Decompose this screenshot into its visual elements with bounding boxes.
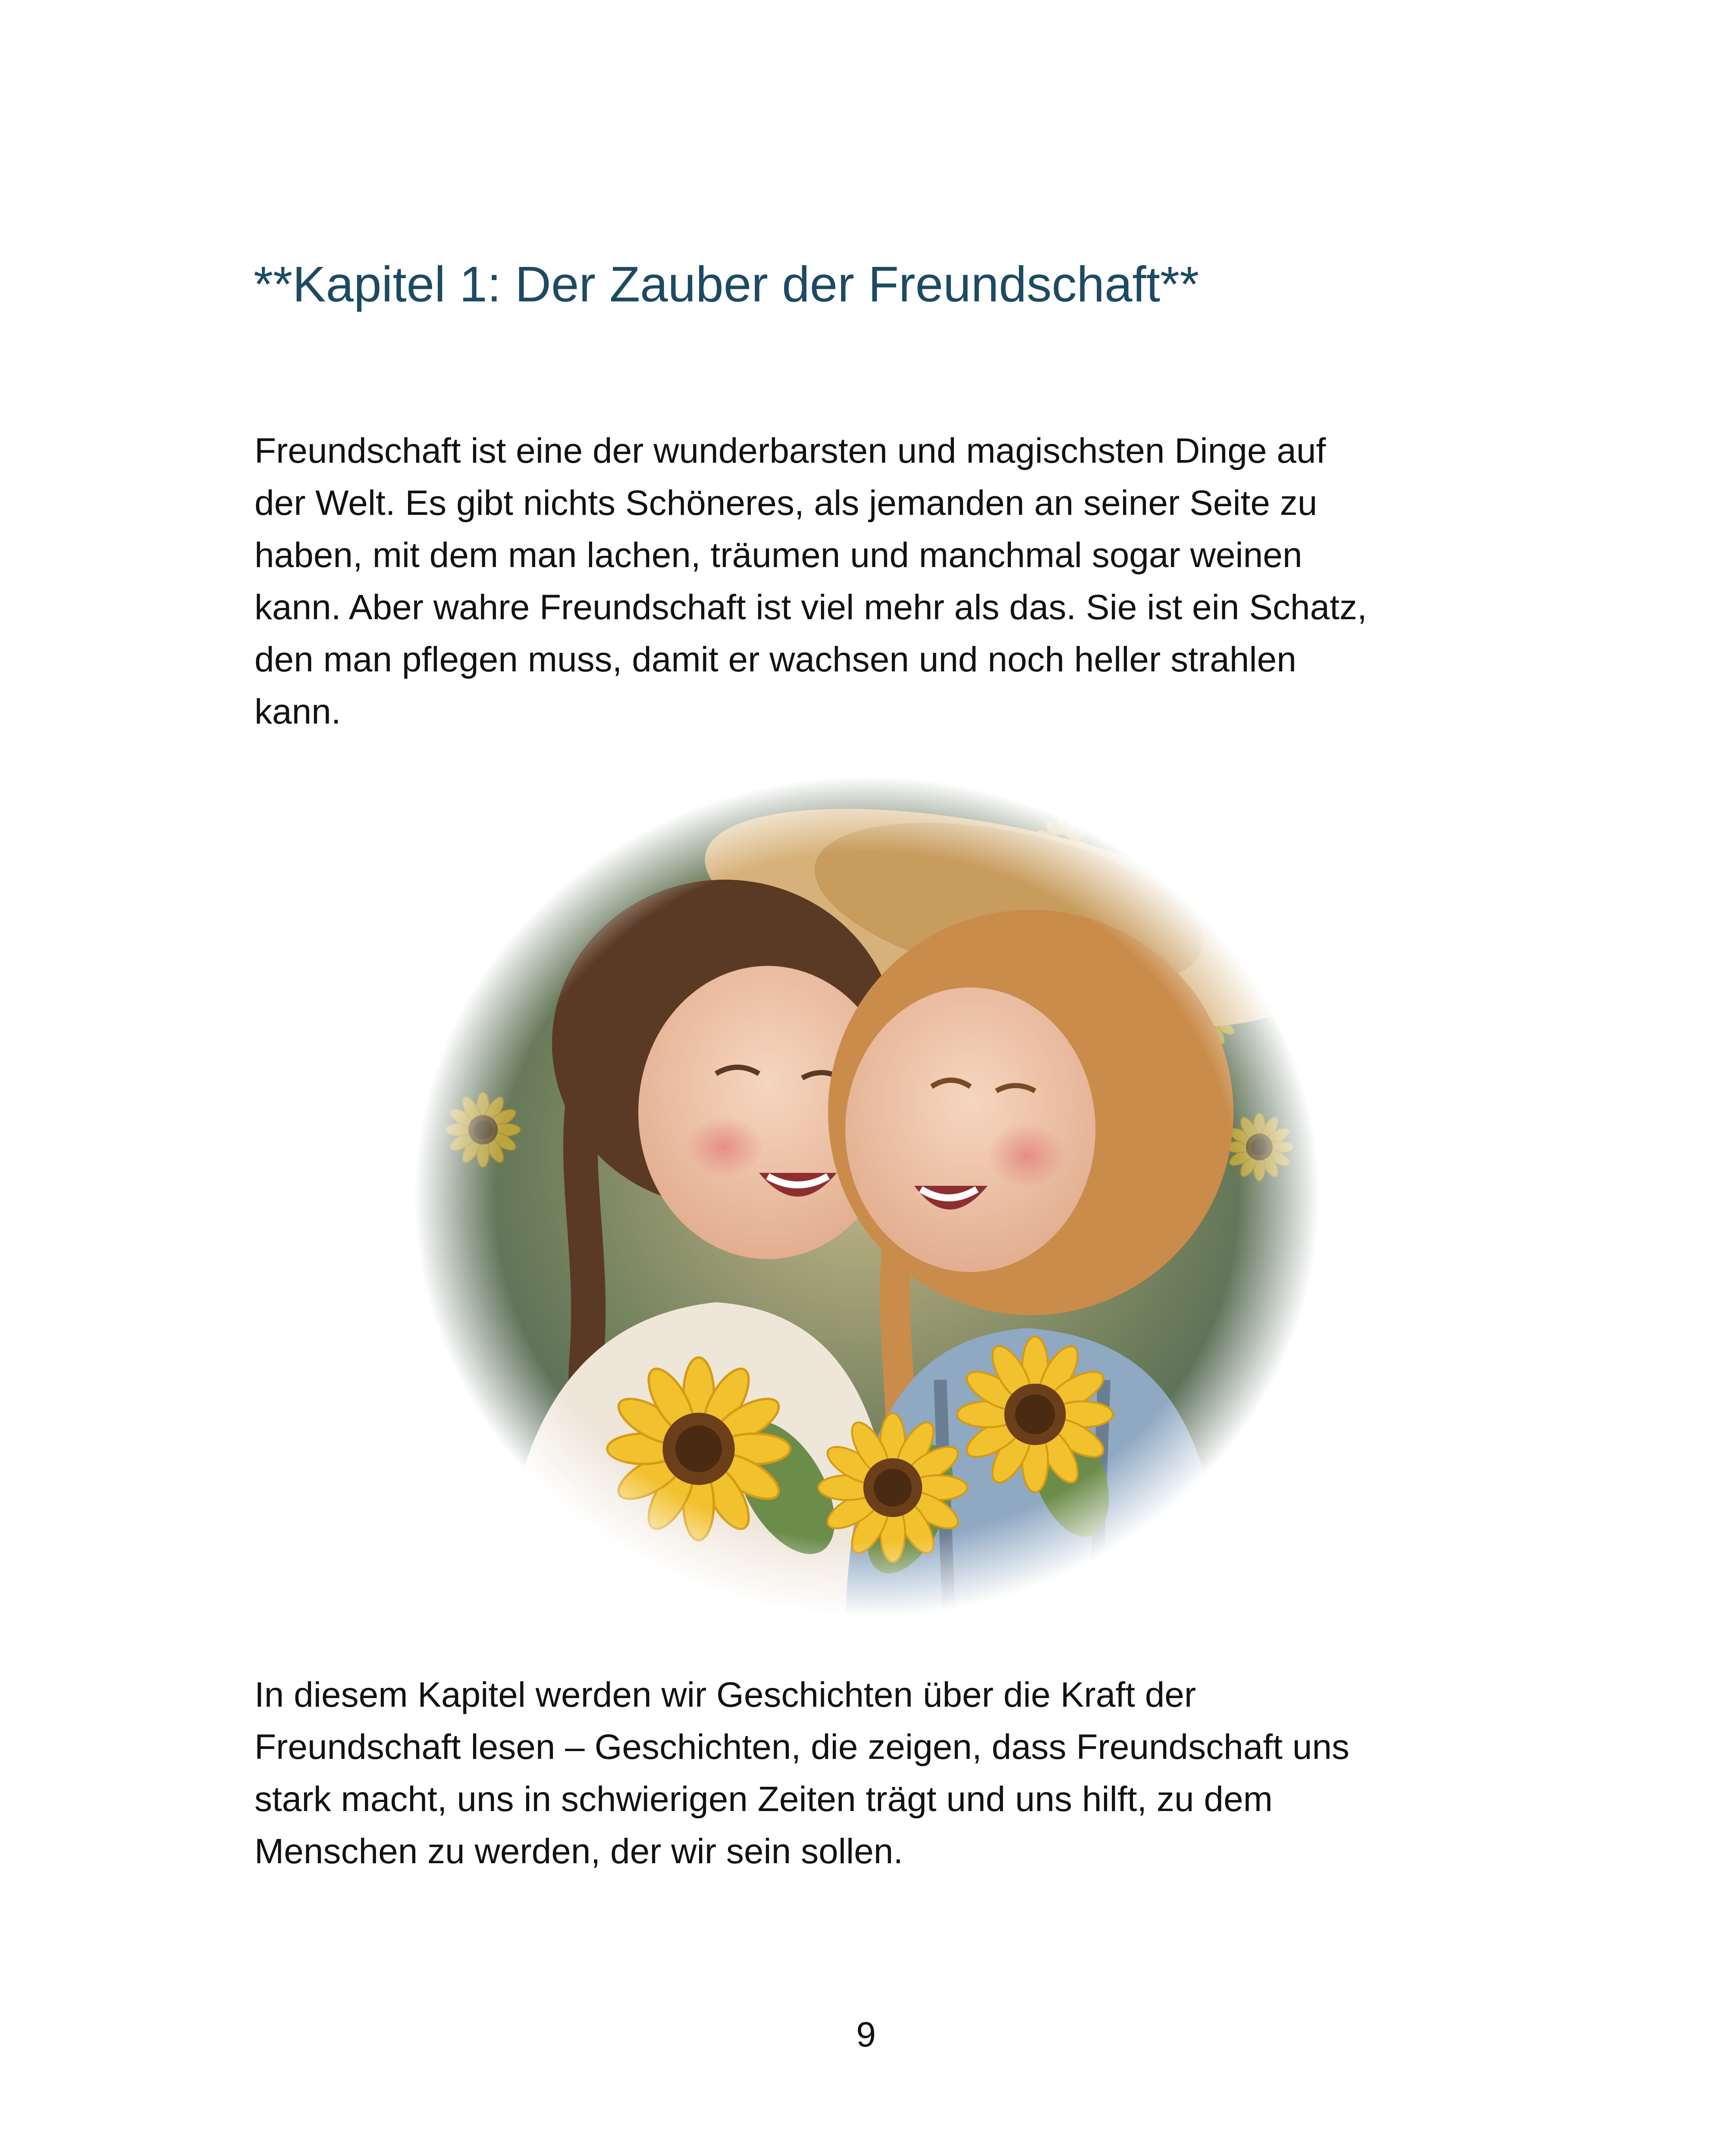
paragraph-line: kann. — [254, 692, 341, 731]
friendship-illustration — [414, 776, 1320, 1617]
intro-paragraph — [254, 425, 1484, 738]
paragraph-line: kann. Aber wahre Freundschaft ist viel mehr als das. Sie ist ein Schatz, — [254, 588, 1367, 627]
paragraph-line: Freundschaft lesen – Geschichten, die zeigen, dass Freundschaft uns — [254, 1727, 1349, 1767]
paragraph-line: stark macht, uns in schwierigen Zeiten trägt und uns hilft, zu dem — [254, 1780, 1273, 1819]
paragraph-line: den man pflegen muss, damit er wachsen und noch heller strahlen — [254, 640, 1296, 679]
chapter-title: **Kapitel 1: Der Zauber der Freundschaft** — [254, 256, 1199, 312]
paragraph-line: Menschen zu werden, der wir sein sollen. — [254, 1832, 904, 1871]
closing-paragraph — [254, 1669, 1484, 1877]
page-number: 9 — [856, 2015, 876, 2054]
paragraph-line: Freundschaft ist eine der wunderbarsten und magischsten Dinge auf — [254, 431, 1326, 470]
illustration-svg — [414, 776, 1320, 1617]
paragraph-line: In diesem Kapitel werden wir Geschichten über die Kraft der — [254, 1675, 1196, 1714]
paragraph-line: der Welt. Es gibt nichts Schöneres, als jemanden an seiner Seite zu — [254, 483, 1318, 523]
paragraph-line: haben, mit dem man lachen, träumen und manchmal sogar weinen — [254, 536, 1302, 575]
